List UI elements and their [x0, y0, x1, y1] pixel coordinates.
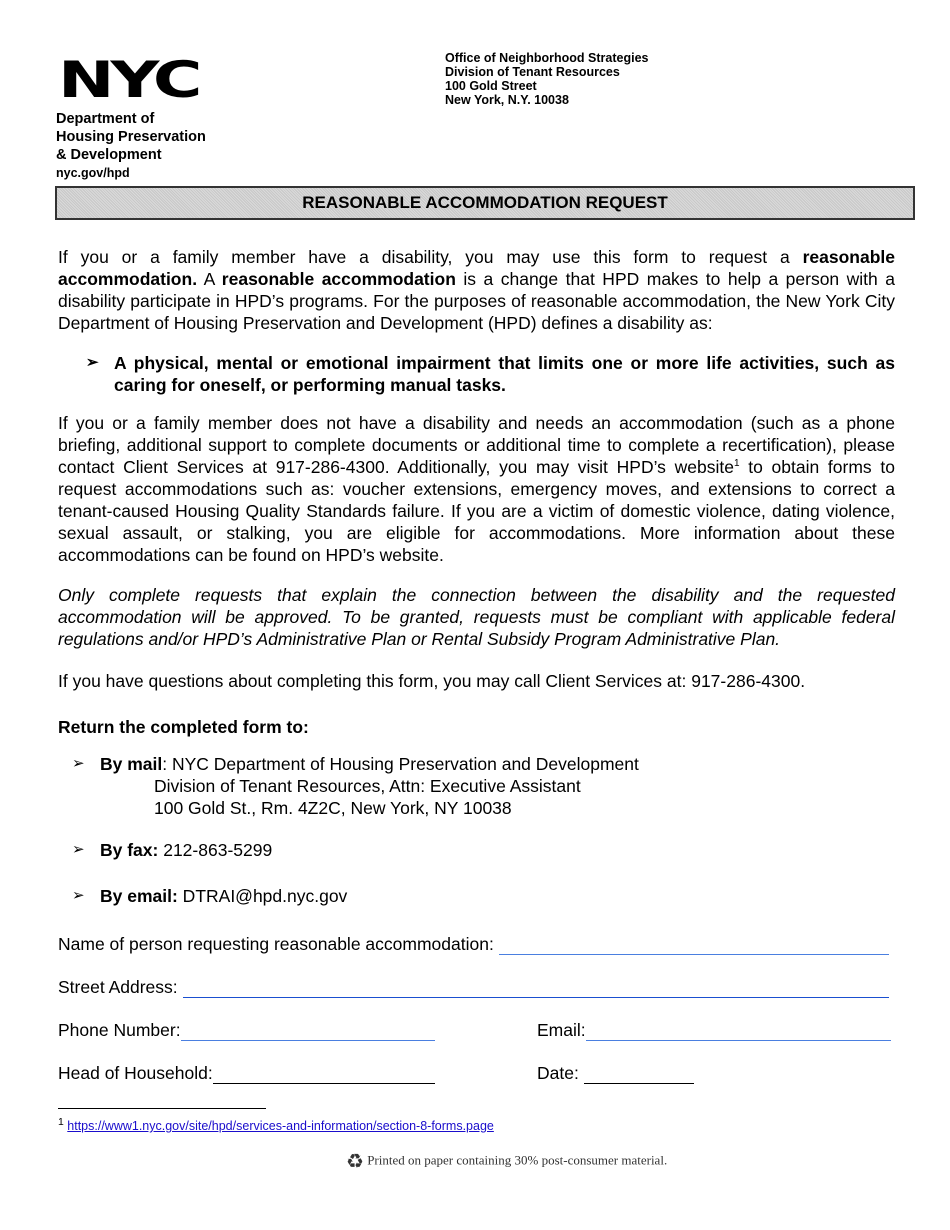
department-name — [56, 110, 206, 182]
phone-input[interactable] — [181, 1022, 435, 1041]
text: is a change that HPD makes to help a person with a disability participate in HPD’s programs. For the purposes of reasonable accommodation, the New York City Department of Housing Preservation and Development (HPD) defines a disability as: — [58, 269, 895, 333]
intro-paragraph — [58, 246, 895, 334]
recycled-notice — [58, 1149, 895, 1174]
footnote-ref: 1 — [733, 458, 740, 470]
return-heading: Return the completed form to: — [58, 717, 309, 737]
label: Name of person requesting reasonable accommodation: — [58, 934, 494, 954]
phone-email-row — [58, 1019, 895, 1041]
disability-definition — [86, 352, 895, 396]
footnote-number: 1 — [58, 1117, 64, 1128]
label: Email: — [537, 1020, 586, 1040]
text: : NYC Department of Housing Preservation and Development — [162, 754, 639, 774]
accommodation-paragraph — [58, 412, 895, 566]
text: Division of Tenant Resources, Attn: Executive Assistant — [154, 776, 581, 796]
office-line: 100 Gold Street — [445, 79, 537, 93]
date-field-row — [537, 1062, 895, 1084]
street-input[interactable] — [183, 979, 889, 998]
label: Street Address: — [58, 977, 178, 997]
form-title: REASONABLE ACCOMMODATION REQUEST — [55, 186, 915, 220]
text: to obtain forms to request accommodations such as: voucher extensions, emergency moves, and extensions to correct a tenant-caused Housing Quality Standards failure. If you are a victim of domestic violence, dating violence, sexual assault, or stalking, you are eligible for accommodations. More information about these accommodations can be found on HPD’s website. — [58, 457, 895, 565]
dept-line: Housing Preservation — [56, 129, 206, 145]
text: reasonable accommodation. — [58, 247, 895, 289]
questions-text: If you have questions about completing this form, you may call Client Services at: 917-286-4300. — [58, 671, 806, 691]
name-input[interactable] — [499, 936, 889, 955]
hoh-field-row — [58, 1062, 435, 1084]
text: 100 Gold St., Rm. 4Z2C, New York, NY 10038 — [154, 798, 512, 818]
label: By mail — [100, 754, 163, 774]
office-line: New York, N.Y. 10038 — [445, 93, 569, 107]
office-line: Office of Neighborhood Strategies — [445, 51, 649, 65]
dept-line: Department of — [56, 111, 155, 127]
dept-url: nyc.gov/hpd — [56, 166, 130, 180]
name-field-row — [58, 933, 895, 955]
date-input[interactable] — [584, 1065, 694, 1084]
email-input[interactable] — [586, 1022, 891, 1041]
value: 212-863-5299 — [158, 840, 273, 860]
footnote-divider — [58, 1108, 266, 1109]
form-body — [58, 246, 895, 1174]
text: A — [197, 269, 222, 289]
office-line: Division of Tenant Resources — [445, 65, 620, 79]
label: Phone Number: — [58, 1020, 181, 1040]
text: Printed on paper containing 30% post-consumer material. — [367, 1152, 668, 1168]
email-field-row — [537, 1019, 895, 1041]
by-email — [72, 885, 895, 907]
phone-field-row — [58, 1019, 435, 1041]
label: By fax: — [100, 840, 159, 860]
label: By email: — [100, 886, 178, 906]
footnote-link[interactable]: https://www1.nyc.gov/site/hpd/services-and-information/section-8-forms.page — [67, 1119, 494, 1134]
text: If you or a family member does not have a disability and needs an accommodation (such as a phone briefing, additional support to complete documents or additional time to complete a recertification), please contact Client Services at 917-286-4300. Additionally, you may visit HPD’s website — [58, 413, 895, 477]
value: DTRAI@hpd.nyc.gov — [177, 886, 348, 906]
footnote — [58, 1117, 895, 1133]
hoh-input[interactable] — [213, 1065, 435, 1084]
dept-line: & Development — [56, 147, 162, 163]
street-field-row — [58, 976, 895, 998]
bullet-text: ➢ A physical, mental or emotional impairment that limits one or more life activities, such as caring for oneself, or performing manual tasks. — [86, 352, 895, 396]
label: Date: — [537, 1063, 579, 1083]
by-mail — [72, 753, 895, 819]
label: Head of Household: — [58, 1063, 213, 1083]
recycle-icon: ♻ — [346, 1151, 364, 1174]
text: If you or a family member have a disability, you may use this form to request a — [58, 247, 803, 267]
office-address — [445, 51, 649, 107]
text: reasonable accommodation — [221, 269, 456, 289]
hoh-date-row — [58, 1062, 895, 1084]
by-fax — [72, 839, 895, 861]
approval-notice: Only complete requests that explain the connection between the disability and the requested accommodation will be approved. To be granted, requests must be compliant with applicable federal regulations and/or HPD’s Administrative Plan or Rental Subsidy Program Administrative Plan. — [58, 585, 895, 649]
nyc-logo: NYC — [58, 51, 199, 109]
